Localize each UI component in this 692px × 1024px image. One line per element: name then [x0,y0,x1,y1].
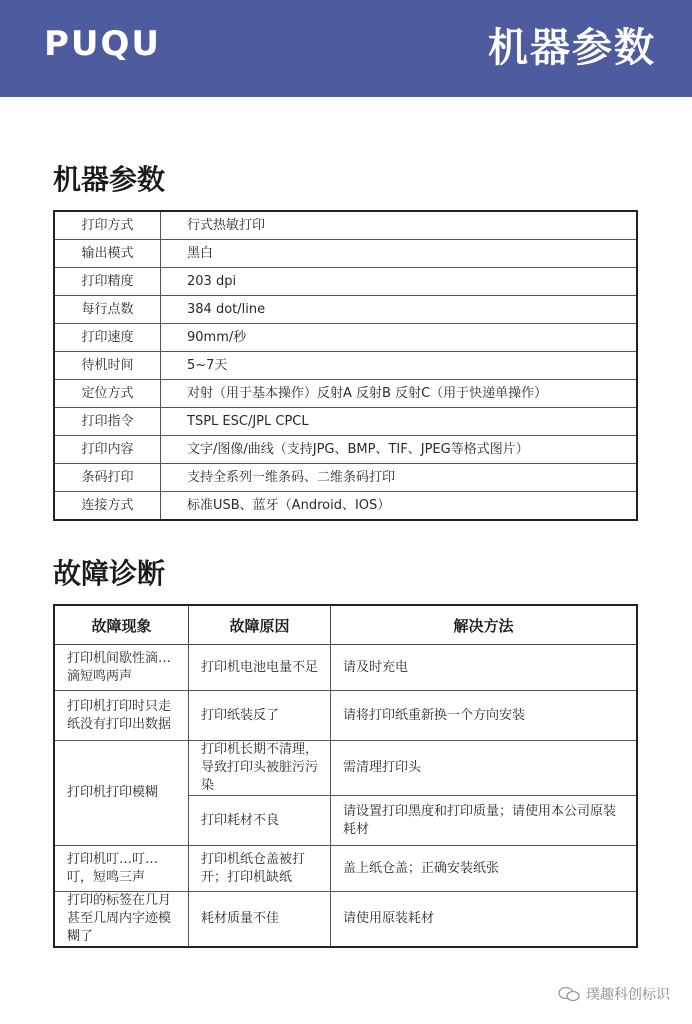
header-bar [0,0,692,97]
spec-value: 文字/图像/曲线（支持JPG、BMP、TIF、JPEG等格式图片） [161,436,638,464]
spec-key: 条码打印 [54,464,161,492]
spec-key: 输出模式 [54,240,161,268]
watermark-text: 璞趣科创标识 [586,987,670,1003]
spec-value: 5~7天 [161,352,638,380]
table-row [54,296,637,324]
spec-value: 384 dot/line [161,296,638,324]
watermark [558,984,670,1004]
brand-logo: PUQU [44,24,162,64]
spec-key: 定位方式 [54,380,161,408]
table-row [54,741,637,796]
spec-value: 标准USB、蓝牙（Android、IOS） [161,492,638,521]
fault-cause: 耗材质量不佳 [189,892,331,948]
spec-value: TSPL ESC/JPL CPCL [161,408,638,436]
fault-cause: 打印机纸仓盖被打开；打印机缺纸 [189,846,331,892]
spec-key: 连接方式 [54,492,161,521]
header-title: 机器参数 [488,25,656,71]
table-row [54,464,637,492]
spec-key: 每行点数 [54,296,161,324]
spec-key: 打印内容 [54,436,161,464]
table-row [54,240,637,268]
spec-key: 待机时间 [54,352,161,380]
table-row [54,892,637,948]
table-row [54,492,637,521]
table-row [54,691,637,741]
table-row [54,846,637,892]
table-row [54,352,637,380]
column-header: 故障现象 [54,605,189,645]
spec-section-title: 机器参数 [53,163,166,196]
spec-table [53,210,638,521]
spec-key: 打印指令 [54,408,161,436]
fault-solution: 请将打印纸重新换一个方向安装 [331,691,638,741]
table-row [54,268,637,296]
table-row [54,408,637,436]
fault-solution: 请及时充电 [331,645,638,691]
spec-value: 203 dpi [161,268,638,296]
spec-key: 打印速度 [54,324,161,352]
fault-cause: 打印机电池电量不足 [189,645,331,691]
table-row [54,324,637,352]
column-header: 解决方法 [331,605,638,645]
fault-cause: 打印纸装反了 [189,691,331,741]
fault-symptom: 打印机间歇性滴…滴短鸣两声 [54,645,189,691]
fault-symptom: 打印机打印模糊 [54,741,189,846]
column-header: 故障原因 [189,605,331,645]
spec-value: 行式热敏打印 [161,211,638,240]
fault-symptom: 打印的标签在几月甚至几周内字迹模糊了 [54,892,189,948]
fault-symptom: 打印机打印时只走纸没有打印出数据 [54,691,189,741]
spec-value: 支持全系列一维条码、二维条码打印 [161,464,638,492]
table-row [54,436,637,464]
fault-symptom: 打印机叮…叮…叮，短鸣三声 [54,846,189,892]
fault-solution: 盖上纸仓盖；正确安装纸张 [331,846,638,892]
spec-value: 黑白 [161,240,638,268]
fault-section-title: 故障诊断 [53,557,166,590]
fault-solution: 需清理打印头 [331,741,638,796]
table-row [54,380,637,408]
fault-solution: 请使用原装耗材 [331,892,638,948]
fault-cause: 打印机长期不清理，导致打印头被脏污污染 [189,741,331,796]
table-header-row [54,605,637,645]
table-row [54,211,637,240]
fault-solution: 请设置打印黑度和打印质量；请使用本公司原装耗材 [331,796,638,846]
spec-key: 打印方式 [54,211,161,240]
spec-key: 打印精度 [54,268,161,296]
wechat-icon [558,986,580,1002]
table-row [54,645,637,691]
spec-value: 90mm/秒 [161,324,638,352]
spec-value: 对射（用于基本操作）反射A 反射B 反射C（用于快递单操作） [161,380,638,408]
fault-table [53,604,638,948]
fault-cause: 打印耗材不良 [189,796,331,846]
